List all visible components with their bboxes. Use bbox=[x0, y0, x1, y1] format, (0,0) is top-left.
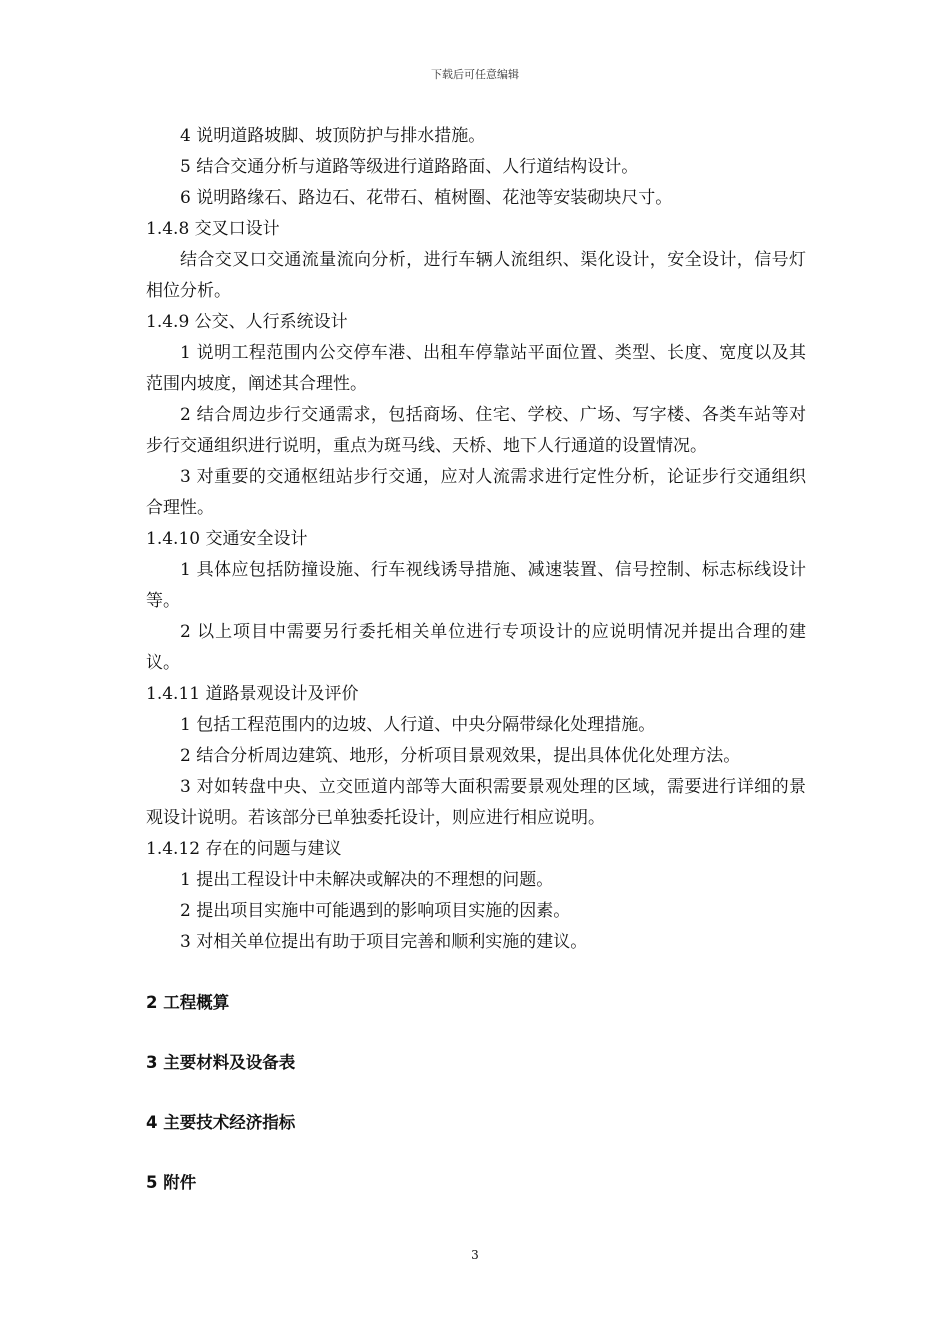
list-item: 1 具体应包括防撞设施、行车视线诱导措施、减速装置、信号控制、标志标线设计等。 bbox=[146, 560, 806, 611]
subsection-heading: 1.4.8 交叉口设计 bbox=[146, 219, 280, 239]
section-heading: 5 附件 bbox=[146, 1173, 197, 1192]
paragraph: 结合交叉口交通流量流向分析，进行车辆人流组织、渠化设计，安全设计，信号灯相位分析。 bbox=[146, 250, 806, 301]
list-item: 3 对相关单位提出有助于项目完善和顺利实施的建议。 bbox=[180, 932, 588, 952]
section-heading: 3 主要材料及设备表 bbox=[146, 1053, 296, 1072]
list-item: 6 说明路缘石、路边石、花带石、植树圈、花池等安装砌块尺寸。 bbox=[180, 188, 673, 208]
list-item: 2 结合分析周边建筑、地形，分析项目景观效果，提出具体优化处理方法。 bbox=[180, 746, 741, 766]
list-item: 5 结合交通分析与道路等级进行道路路面、人行道结构设计。 bbox=[180, 157, 639, 177]
list-item: 1 说明工程范围内公交停车港、出租车停靠站平面位置、类型、长度、宽度以及其范围内坡度，阐述其合理性。 bbox=[146, 343, 806, 394]
subsection-heading: 1.4.12 存在的问题与建议 bbox=[146, 839, 342, 859]
subsection-heading: 1.4.9 公交、人行系统设计 bbox=[146, 312, 348, 332]
list-item: 2 以上项目中需要另行委托相关单位进行专项设计的应说明情况并提出合理的建议。 bbox=[146, 622, 806, 673]
page-number: 3 bbox=[471, 1248, 479, 1262]
section-heading: 4 主要技术经济指标 bbox=[146, 1113, 296, 1132]
list-item: 1 包括工程范围内的边坡、人行道、中央分隔带绿化处理措施。 bbox=[180, 715, 656, 735]
list-item: 4 说明道路坡脚、坡顶防护与排水措施。 bbox=[180, 126, 486, 146]
document-body bbox=[146, 121, 806, 1198]
list-item: 3 对重要的交通枢纽站步行交通，应对人流需求进行定性分析，论证步行交通组织合理性。 bbox=[146, 467, 806, 518]
list-item: 2 结合周边步行交通需求，包括商场、住宅、学校、广场、写字楼、各类车站等对步行交通组织进行说明，重点为斑马线、天桥、地下人行通道的设置情况。 bbox=[146, 405, 806, 456]
list-item: 1 提出工程设计中未解决或解决的不理想的问题。 bbox=[180, 870, 554, 890]
page-header: 下载后可任意编辑 bbox=[431, 68, 519, 81]
section-heading: 2 工程概算 bbox=[146, 993, 230, 1012]
list-item: 3 对如转盘中央、立交匝道内部等大面积需要景观处理的区域，需要进行详细的景观设计说明。若该部分已单独委托设计，则应进行相应说明。 bbox=[146, 777, 806, 828]
subsection-heading: 1.4.11 道路景观设计及评价 bbox=[146, 684, 359, 704]
list-item: 2 提出项目实施中可能遇到的影响项目实施的因素。 bbox=[180, 901, 571, 921]
subsection-heading: 1.4.10 交通安全设计 bbox=[146, 529, 308, 549]
